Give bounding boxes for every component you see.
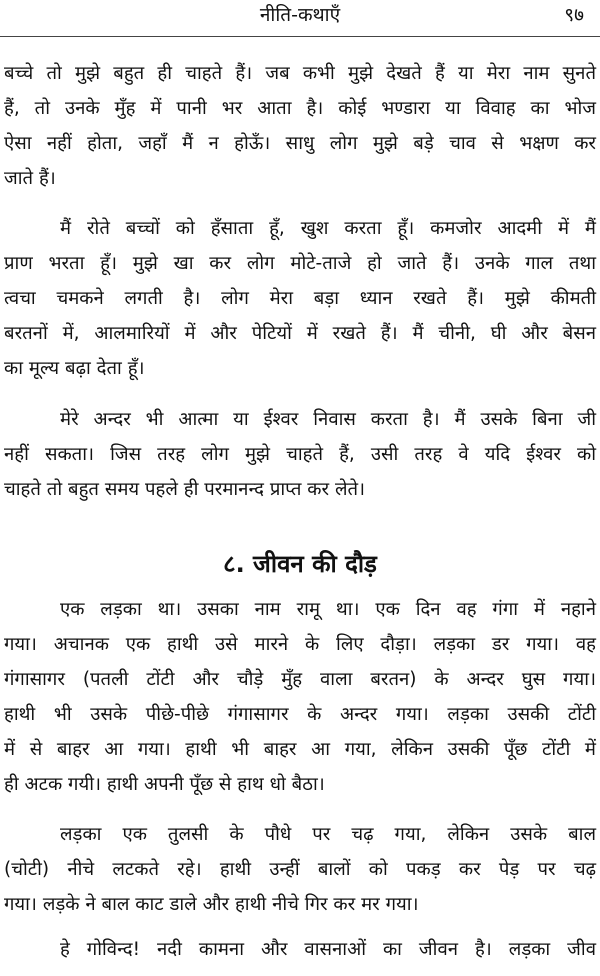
text-line: एक लड़का था। उसका नाम रामू था। एक दिन वह गंगा में नहाने <box>60 599 596 620</box>
intro-paragraph-1 <box>0 56 600 196</box>
text-line: मेरे अन्दर भी आत्मा या ईश्वर निवास करता है। मैं उसके बिना जी <box>60 409 596 430</box>
running-header <box>0 0 600 44</box>
text-line: नहीं सकता। जिस तरह लोग मुझे चाहते हैं, उसी तरह वे यदि ईश्वर को <box>4 444 596 465</box>
text-line: हाथी भी उसके पीछे-पीछे गंगासागर के अन्दर गया। लड़का उसकी टोंटी <box>4 704 596 725</box>
text-line: लड़का एक तुलसी के पौधे पर चढ़ गया, लेकिन उसके बाल <box>60 824 596 845</box>
text-line: गंगासागर (पतली टोंटी और चौड़े मुँह वाला बरतन) के अन्दर घुस गया। <box>4 669 596 690</box>
text-line: हे गोविन्द! नदी कामना और वासनाओं का जीवन है। लड़का जीव <box>60 939 596 960</box>
chapter-title: ८. जीवन की दौड़ <box>223 550 377 578</box>
text-line: चाहते तो बहुत समय पहले ही परमानन्द प्राप्त कर लेते। <box>4 479 366 500</box>
text-line: का मूल्य बढ़ा देता हूँ। <box>4 358 145 379</box>
intro-paragraph-3 <box>0 402 600 507</box>
intro-paragraph-2 <box>0 211 600 386</box>
chapter-paragraph-2 <box>0 817 600 922</box>
text-line: प्राण भरता हूँ। मुझे खा कर लोग मोटे-ताजे हो जाते हैं। उनके गाल तथा <box>4 253 596 274</box>
text-line: ही अटक गयी। हाथी अपनी पूँछ से हाथ धो बैठा। <box>4 774 325 795</box>
page-number: ९७ <box>564 4 584 26</box>
text-line: में से बाहर आ गया। हाथी भी बाहर आ गया, लेकिन उसकी पूँछ टोंटी में <box>4 739 596 760</box>
chapter-paragraph-3 <box>0 932 600 967</box>
text-line: बरतनों में, आलमारियों में और पेटियों में रखते हैं। मैं चीनी, घी और बेसन <box>4 323 596 344</box>
chapter-paragraph-1 <box>0 592 600 802</box>
header-rule <box>0 36 600 37</box>
text-line: गया। लड़के ने बाल काट डाले और हाथी नीचे गिर कर मर गया। <box>4 894 419 915</box>
text-line: (चोटी) नीचे लटकते रहे। हाथी उन्हीं बालों को पकड़ कर पेड़ पर चढ़ <box>4 859 596 880</box>
text-line: मैं रोते बच्चों को हँसाता हूँ, खुश करता हूँ। कमजोर आदमी में मैं <box>60 218 596 239</box>
text-line: ऐसा नहीं होता, जहाँ मैं न होऊँ। साधु लोग मुझे बड़े चाव से भक्षण कर <box>4 133 596 154</box>
text-line: गया। अचानक एक हाथी उसे मारने के लिए दौड़ा। लड़का डर गया। वह <box>4 634 596 655</box>
text-line: बच्चे तो मुझे बहुत ही चाहते हैं। जब कभी मुझे देखते हैं या मेरा नाम सुनते <box>4 63 596 84</box>
running-title: नीति-कथाएँ <box>259 4 341 26</box>
text-line: जाते हैं। <box>4 168 56 189</box>
text-line: हैं, तो उनके मुँह में पानी भर आता है। कोई भण्डारा या विवाह का भोज <box>4 98 596 119</box>
text-line: त्वचा चमकने लगती है। लोग मेरा बड़ा ध्यान रखते हैं। मुझे कीमती <box>4 288 596 309</box>
